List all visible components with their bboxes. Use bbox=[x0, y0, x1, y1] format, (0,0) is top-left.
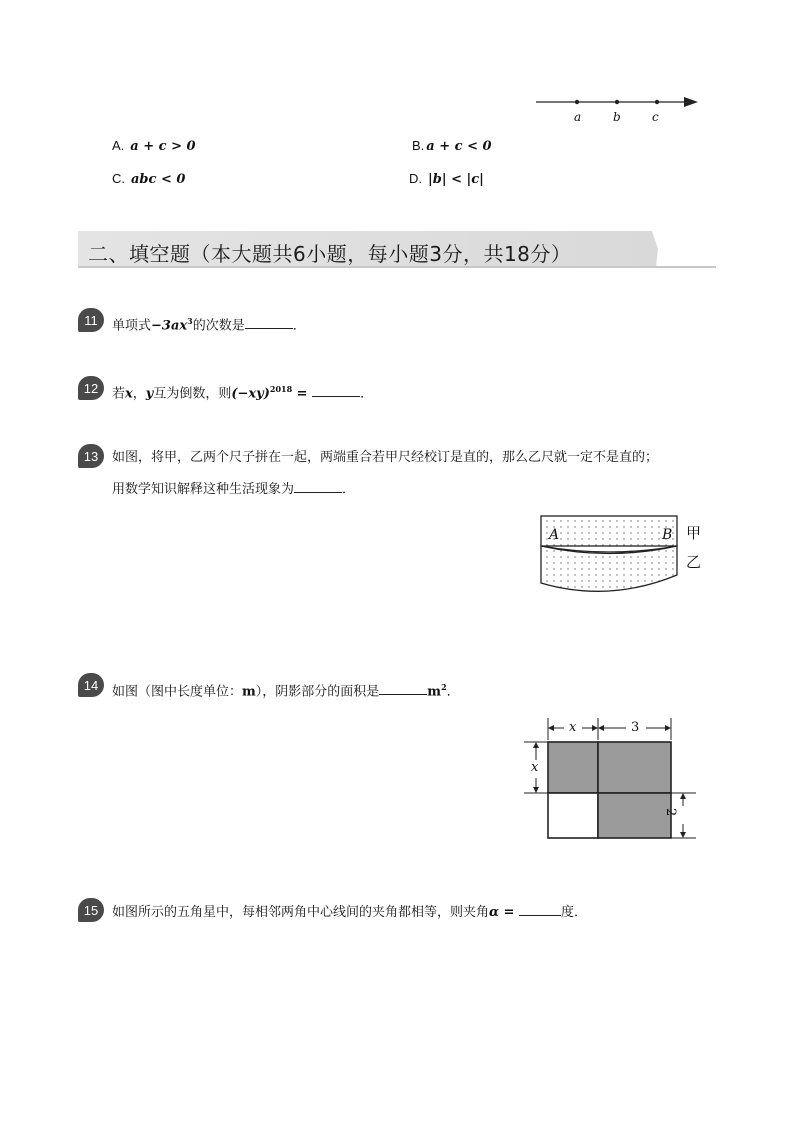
ruler-label-yi: 乙 bbox=[686, 553, 702, 571]
answer-blank-11[interactable] bbox=[245, 316, 293, 329]
option-b[interactable]: B. a + c < 0 bbox=[412, 138, 492, 154]
shaded-cell-bottom-right bbox=[598, 793, 671, 838]
question-12-text: 若x，y互为倒数，则$(-xy)^{2018}$ = ． bbox=[112, 384, 374, 402]
ruler-yi bbox=[541, 546, 677, 591]
question-number-13: 13 bbox=[78, 444, 104, 468]
section-title: 二、填空题（本大题共6小题，每小题3分，共18分） bbox=[88, 242, 572, 266]
shaded-area-figure bbox=[520, 714, 700, 842]
ruler-point-b: B bbox=[662, 527, 673, 543]
ruler-point-a: A bbox=[549, 527, 560, 543]
dimension-label-3: 3 bbox=[631, 720, 640, 735]
answer-blank-15[interactable] bbox=[519, 903, 561, 916]
dimension-label-2: 2 bbox=[663, 808, 678, 817]
question-number-11: 11 bbox=[78, 308, 104, 332]
option-c[interactable]: C. abc < 0 bbox=[112, 171, 186, 187]
question-15-text: 如图所示的五角星中，每相邻两角中心线间的夹角都相等，则夹角α = 度． bbox=[112, 905, 587, 920]
question-number-15: 15 bbox=[78, 898, 104, 922]
answer-blank-13[interactable] bbox=[294, 480, 342, 493]
number-line-label-c: c bbox=[652, 110, 659, 124]
point-b bbox=[615, 100, 619, 104]
question-13-line2: 用数学知识解释这种生活现象为 ． bbox=[112, 482, 356, 497]
option-a[interactable]: A. a + c > 0 bbox=[112, 138, 196, 154]
ruler-label-jia: 甲 bbox=[686, 524, 702, 542]
shaded-cell-top-right bbox=[598, 742, 671, 793]
answer-blank-12[interactable] bbox=[312, 384, 360, 397]
dimension-label-x-top: x bbox=[569, 720, 577, 735]
point-a bbox=[575, 100, 579, 104]
question-number-12: 12 bbox=[78, 376, 104, 400]
number-line-label-b: b bbox=[613, 110, 621, 124]
question-14-text: 如图（图中长度单位：m），阴影部分的面积是 $m^2$． bbox=[112, 682, 460, 700]
number-line-label-a: a bbox=[574, 110, 582, 124]
ruler-jia bbox=[541, 516, 677, 546]
question-number-14: 14 bbox=[78, 673, 104, 697]
option-d[interactable]: D. |b| < |c| bbox=[409, 171, 484, 187]
point-c bbox=[655, 100, 659, 104]
answer-blank-14[interactable] bbox=[379, 682, 427, 695]
shaded-cell-top-left bbox=[548, 742, 598, 793]
rulers-figure bbox=[538, 513, 680, 593]
dimension-label-x-left: x bbox=[531, 760, 539, 775]
unshaded-cell-bottom-left bbox=[548, 793, 598, 838]
question-13-line1: 如图，将甲，乙两个尺子拼在一起，两端重合若甲尺经校订是直的，那么乙尺就一定不是直的； bbox=[112, 450, 659, 465]
question-11-text: 单项式$-3ax^3$的次数是 ． bbox=[112, 316, 306, 334]
